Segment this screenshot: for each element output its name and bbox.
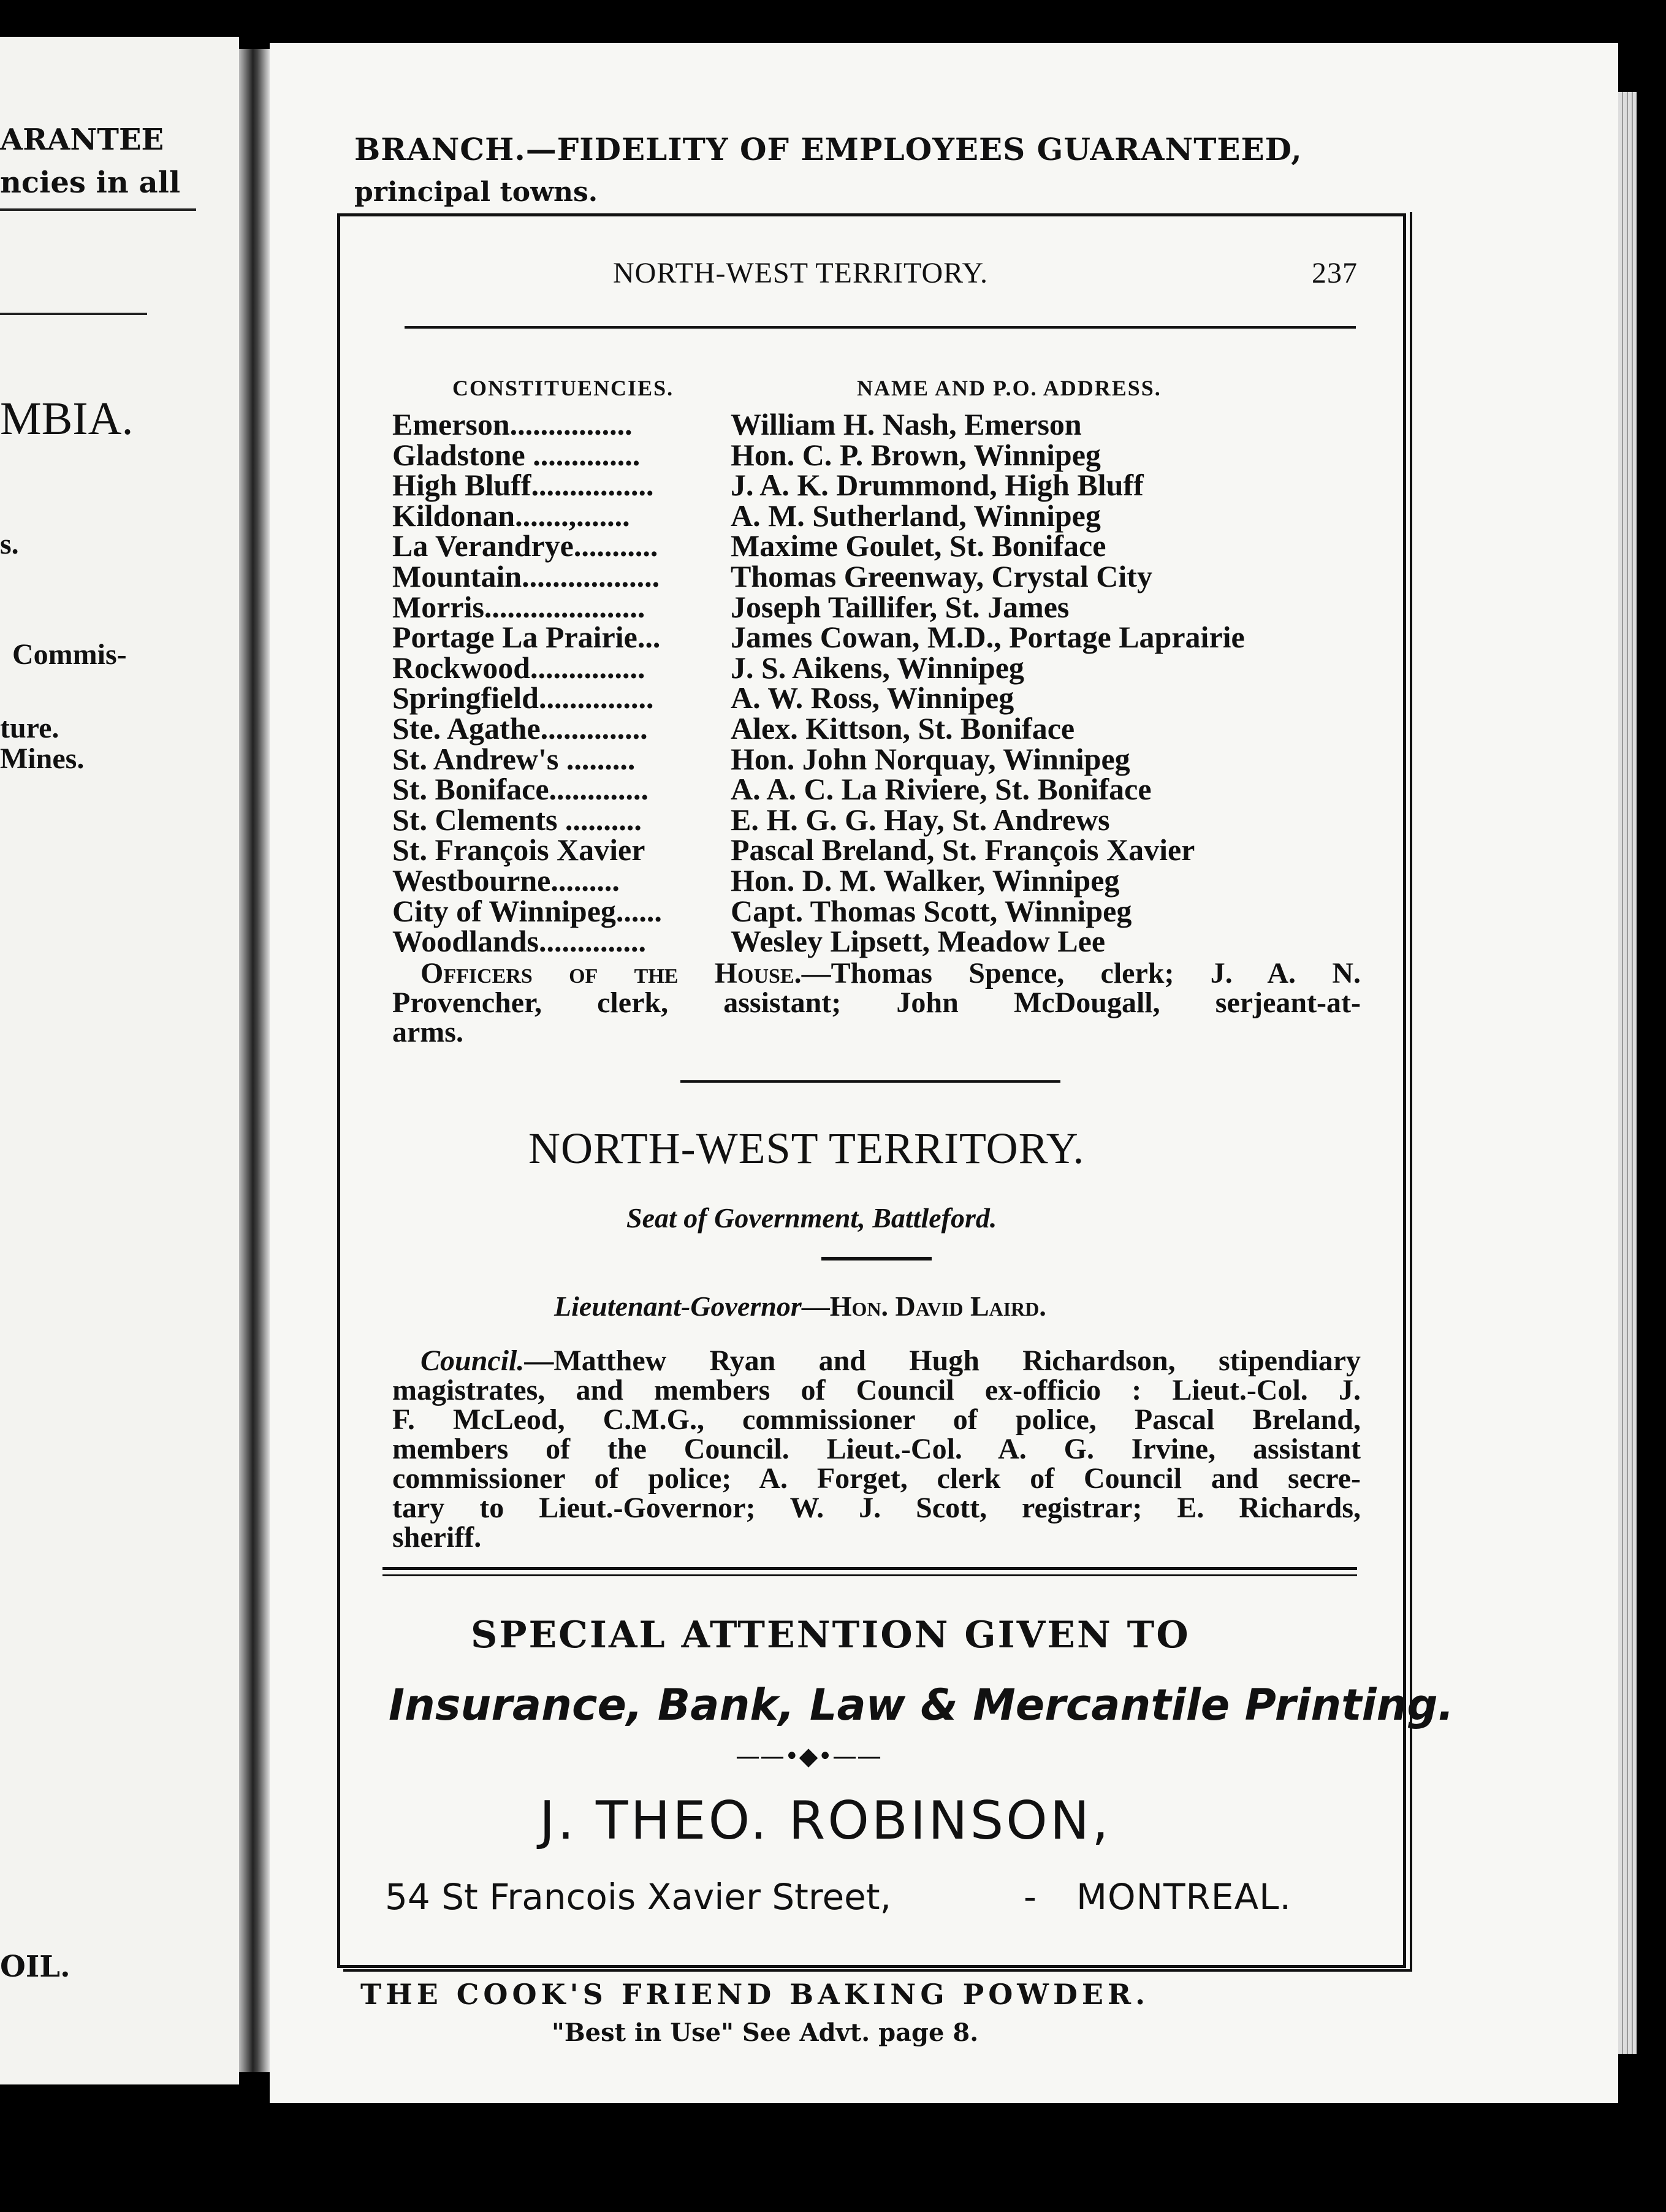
constituency-cell: St. Clements .......... xyxy=(392,803,642,837)
table-row xyxy=(392,681,1373,715)
member-name-address-cell: James Cowan, M.D., Portage Laprairie xyxy=(731,620,1245,654)
left-fragment: ture. xyxy=(0,712,59,744)
footer-advert-line-2: "Best in Use" See Advt. page 8. xyxy=(552,2018,979,2047)
constituency-cell: Woodlands.............. xyxy=(392,924,647,958)
table-row xyxy=(392,622,1373,652)
officers-line: —Thomas Spence, clerk; J. A. N. xyxy=(801,957,1361,990)
ad-top-rule xyxy=(382,1574,1357,1576)
constituency-cell: Portage La Prairie... xyxy=(392,620,661,654)
lg-label: Lieutenant-Governor xyxy=(554,1291,802,1322)
member-name-address-cell: Capt. Thomas Scott, Winnipeg xyxy=(731,894,1132,928)
table-row xyxy=(392,833,1373,867)
table-row xyxy=(392,407,1373,441)
printer-name: J. THEO. ROBINSON, xyxy=(539,1790,1111,1852)
constituency-cell: Emerson................ xyxy=(392,407,633,441)
officers-heading: Officers of the House. xyxy=(420,957,802,990)
constituency-cell: High Bluff................ xyxy=(392,468,654,502)
member-name-address-cell: Maxime Goulet, St. Boniface xyxy=(731,528,1106,563)
constituency-cell: Rockwood............... xyxy=(392,650,645,685)
member-name-address-cell: Hon. D. M. Walker, Winnipeg xyxy=(731,863,1120,898)
table-row xyxy=(392,803,1373,837)
constituency-cell: City of Winnipeg...... xyxy=(392,894,662,928)
lieutenant-governor-line xyxy=(554,1290,1046,1322)
council-line: —Matthew Ryan and Hugh Richardson, stipendiary xyxy=(524,1344,1361,1377)
printer-address: 54 St Francois Xavier Street, xyxy=(385,1876,892,1918)
table-row xyxy=(392,926,1373,956)
ad-top-rule xyxy=(382,1567,1357,1570)
council-line: members of the Council. Lieut.-Col. A. G. Irvine, assistant xyxy=(392,1433,1361,1465)
member-name-address-cell: J. S. Aikens, Winnipeg xyxy=(731,650,1024,685)
officers-paragraph xyxy=(392,959,1361,1047)
constituency-cell: St. Boniface............. xyxy=(392,772,649,806)
ad-headline: SPECIAL ATTENTION GIVEN TO xyxy=(471,1614,1190,1657)
table-row xyxy=(392,498,1373,533)
table-row xyxy=(392,711,1373,746)
council-line: sheriff. xyxy=(392,1521,482,1554)
constituency-cell: St. François Xavier xyxy=(392,833,645,867)
banner-line-1: BRANCH.—FIDELITY OF EMPLOYEES GUARANTEED, xyxy=(354,131,1303,167)
table-row xyxy=(392,470,1373,500)
council-line: commissioner of police; A. Forget, clerk of Council and secre- xyxy=(392,1462,1361,1495)
left-fragment: s. xyxy=(0,528,19,560)
column-header-name-address: NAME AND P.O. ADDRESS. xyxy=(857,376,1162,400)
member-name-address-cell: Pascal Breland, St. François Xavier xyxy=(731,833,1195,867)
short-divider xyxy=(821,1257,932,1260)
council-label: Council. xyxy=(420,1344,525,1377)
ad-services: Insurance, Bank, Law & Mercantile Printing. xyxy=(389,1680,1455,1730)
constituency-cell: Mountain.................. xyxy=(392,559,660,593)
member-name-address-cell: E. H. G. G. Hay, St. Andrews xyxy=(731,803,1110,837)
ornament-divider: ——•◆•—— xyxy=(736,1742,881,1771)
member-name-address-cell: A. M. Sutherland, Winnipeg xyxy=(731,498,1101,533)
member-name-address-cell: William H. Nash, Emerson xyxy=(731,407,1082,441)
table-row xyxy=(392,650,1373,685)
left-fragment: ARANTEE xyxy=(0,123,164,157)
table-row xyxy=(392,528,1373,563)
left-rule xyxy=(0,208,196,211)
constituency-cell: Westbourne......... xyxy=(392,863,620,898)
printer-city: MONTREAL. xyxy=(1076,1876,1291,1918)
banner-line-2: principal towns. xyxy=(354,177,598,208)
constituency-cell: Springfield............... xyxy=(392,681,654,715)
left-fragment: ncies in all xyxy=(0,166,181,200)
council-line: F. McLeod, C.M.G., commissioner of police, Pascal Breland, xyxy=(392,1403,1361,1436)
footer-advert-line-1: THE COOK'S FRIEND BAKING POWDER. xyxy=(360,1978,1150,2011)
table-row xyxy=(392,896,1373,926)
header-rule xyxy=(405,326,1356,329)
constituency-cell: Ste. Agathe.............. xyxy=(392,711,648,746)
constituency-cell: St. Andrew's ......... xyxy=(392,742,636,776)
constituency-cell: La Verandrye........... xyxy=(392,528,658,563)
section-divider xyxy=(680,1080,1060,1083)
left-fragment: Mines. xyxy=(0,742,85,775)
member-name-address-cell: A. A. C. La Riviere, St. Boniface xyxy=(731,772,1152,806)
address-dash: - xyxy=(1024,1876,1036,1918)
section-title: NORTH-WEST TERRITORY. xyxy=(528,1124,1085,1173)
officers-line: Provencher, clerk, assistant; John McDougall, serjeant-at- xyxy=(392,986,1361,1019)
member-name-address-cell: Thomas Greenway, Crystal City xyxy=(731,559,1152,593)
book-gutter xyxy=(239,49,270,2072)
officers-line: arms. xyxy=(392,1016,463,1048)
left-facing-page xyxy=(0,37,239,2084)
lg-name: —Hon. David Laird. xyxy=(801,1291,1046,1322)
left-fragment: Commis- xyxy=(12,638,127,671)
table-row xyxy=(392,863,1373,898)
constituency-cell: Gladstone .............. xyxy=(392,438,641,472)
member-name-address-cell: Joseph Taillifer, St. James xyxy=(731,590,1070,624)
member-name-address-cell: J. A. K. Drummond, High Bluff xyxy=(731,468,1144,502)
table-row xyxy=(392,744,1373,774)
member-name-address-cell: A. W. Ross, Winnipeg xyxy=(731,681,1014,715)
left-fragment: OIL. xyxy=(0,1950,70,1984)
table-row xyxy=(392,592,1373,622)
member-name-address-cell: Hon. John Norquay, Winnipeg xyxy=(731,742,1130,776)
table-row xyxy=(392,559,1373,593)
running-header-title: NORTH-WEST TERRITORY. xyxy=(613,257,988,289)
constituency-cell: Kildonan.......,....... xyxy=(392,498,630,533)
council-line: tary to Lieut.-Governor; W. J. Scott, registrar; E. Richards, xyxy=(392,1492,1361,1524)
seat-of-government: Seat of Government, Battleford. xyxy=(626,1202,997,1234)
member-name-address-cell: Hon. C. P. Brown, Winnipeg xyxy=(731,438,1101,472)
member-name-address-cell: Wesley Lipsett, Meadow Lee xyxy=(731,924,1106,958)
council-paragraph xyxy=(392,1346,1361,1552)
member-name-address-cell: Alex. Kittson, St. Boniface xyxy=(731,711,1075,746)
table-row xyxy=(392,440,1373,470)
left-fragment: MBIA. xyxy=(0,393,134,444)
council-line: magistrates, and members of Council ex-officio : Lieut.-Col. J. xyxy=(392,1374,1361,1406)
table-row xyxy=(392,774,1373,804)
left-rule xyxy=(0,313,147,315)
page-number: 237 xyxy=(1312,257,1358,289)
constituency-cell: Morris..................... xyxy=(392,590,645,624)
column-header-constituencies: CONSTITUENCIES. xyxy=(452,376,674,400)
